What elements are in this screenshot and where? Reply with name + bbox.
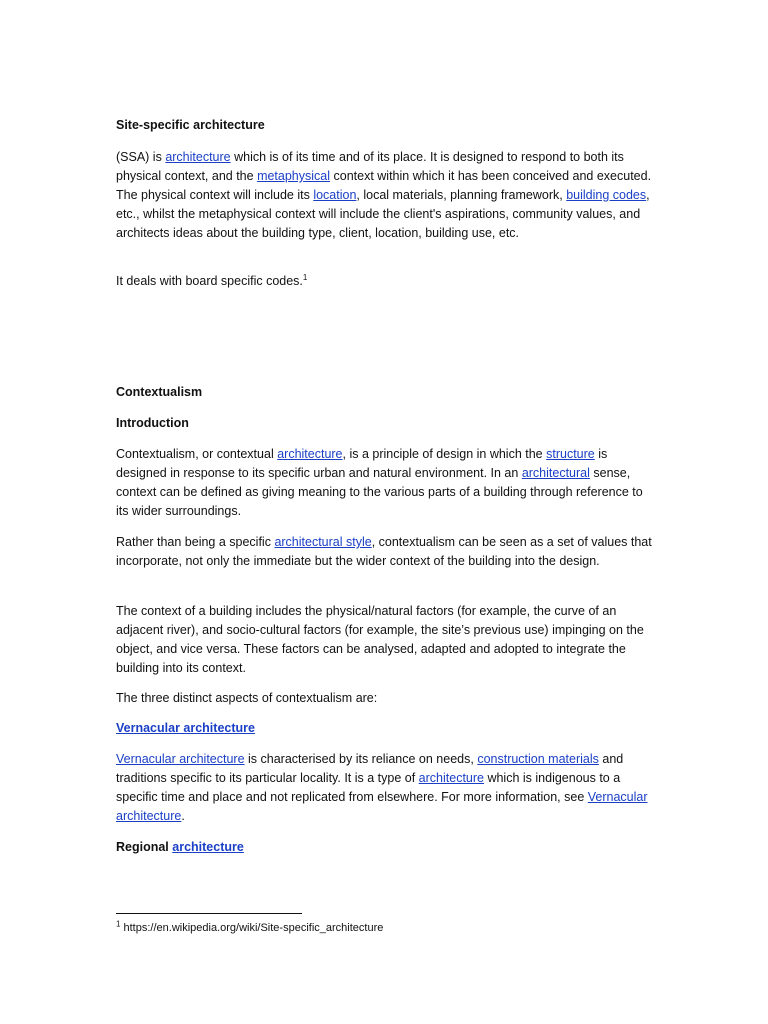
link-architecture[interactable]: architecture — [172, 840, 244, 854]
text-run: Contextualism, or contextual — [116, 447, 278, 461]
text-run: , is a principle of design in which the — [342, 447, 547, 461]
link-vernacular-architecture-heading[interactable]: Vernacular architecture — [116, 721, 255, 735]
text-run: which is of its time and of its place. It is designed to respond to both its physical context, and the — [116, 150, 624, 183]
link-architecture[interactable]: architecture — [165, 150, 231, 164]
text-run: It deals with board specific codes. — [116, 274, 303, 288]
contextualism-paragraph-4 — [116, 689, 656, 708]
contextualism-heading — [116, 383, 656, 402]
ssa-paragraph-2 — [116, 272, 656, 291]
footnote-text: https://en.wikipedia.org/wiki/Site-specific_architecture — [120, 922, 384, 934]
contextualism-paragraph-2 — [116, 533, 656, 571]
text-run: sense, context can be defined as giving meaning to the various parts of a building through reference to its wider surroundings. — [116, 466, 643, 518]
text-run: The three distinct aspects of contextualism are: — [116, 691, 378, 705]
introduction-heading-text: Introduction — [116, 416, 189, 430]
ssa-heading-text: Site-specific architecture — [116, 118, 265, 132]
footnote-reference[interactable]: 1 — [302, 272, 308, 282]
link-construction-materials[interactable]: construction materials — [477, 752, 599, 766]
text-run: is characterised by its reliance on needs, — [244, 752, 478, 766]
text-run: , etc., whilst the metaphysical context will include the client's aspirations, community values, and architects ideas about the building type, client, location, building use, etc. — [116, 188, 650, 240]
footnote-separator — [116, 913, 302, 914]
text-run: The context of a building includes the physical/natural factors (for example, the curve of an adjacent river), and socio-cultural factors (for example, the site’s previous use) impinging on the object, and vice versa. These factors can be analysed, adapted and adopted to integrate the building into its context. — [116, 604, 644, 675]
link-vernacular-architecture-see[interactable]: Vernacular architecture — [116, 790, 648, 823]
introduction-heading — [116, 414, 656, 433]
text-run: which is indigenous to a specific time and place and not replicated from elsewhere. For more information, see — [116, 771, 621, 804]
regional-heading — [116, 838, 656, 857]
link-metaphysical[interactable]: metaphysical — [257, 169, 331, 183]
vernacular-paragraph — [116, 750, 656, 826]
contextualism-paragraph-1 — [116, 445, 656, 521]
link-architectural[interactable]: architectural — [521, 466, 590, 480]
footnote-number: 1 — [116, 919, 121, 929]
link-location[interactable]: location — [313, 188, 357, 202]
text-run: Regional — [116, 840, 173, 854]
link-architectural-style[interactable]: architectural style — [274, 535, 372, 549]
contextualism-paragraph-3 — [116, 602, 656, 678]
vernacular-heading — [116, 719, 656, 738]
link-vernacular-architecture[interactable]: Vernacular architecture — [116, 752, 245, 766]
text-run: (SSA) is — [116, 150, 166, 164]
ssa-heading — [116, 116, 656, 135]
link-architecture[interactable]: architecture — [277, 447, 343, 461]
text-run: context within which it has been conceived and executed. The physical context will include its — [116, 169, 652, 202]
text-run: and traditions specific to its particular locality. It is a type of — [116, 752, 624, 785]
text-run: Rather than being a specific — [116, 535, 275, 549]
contextualism-heading-text: Contextualism — [116, 385, 203, 399]
text-run: . — [181, 809, 185, 823]
link-architecture[interactable]: architecture — [418, 771, 484, 785]
text-run: , contextualism can be seen as a set of values that incorporate, not only the immediate but the wider context of the building into the design. — [116, 535, 652, 568]
link-building-codes[interactable]: building codes — [566, 188, 647, 202]
link-structure[interactable]: structure — [546, 447, 595, 461]
ssa-paragraph-1 — [116, 148, 656, 243]
text-run: is designed in response to its specific urban and natural environment. In an — [116, 447, 608, 480]
text-run: , local materials, planning framework, — [356, 188, 567, 202]
footnote — [116, 920, 383, 936]
